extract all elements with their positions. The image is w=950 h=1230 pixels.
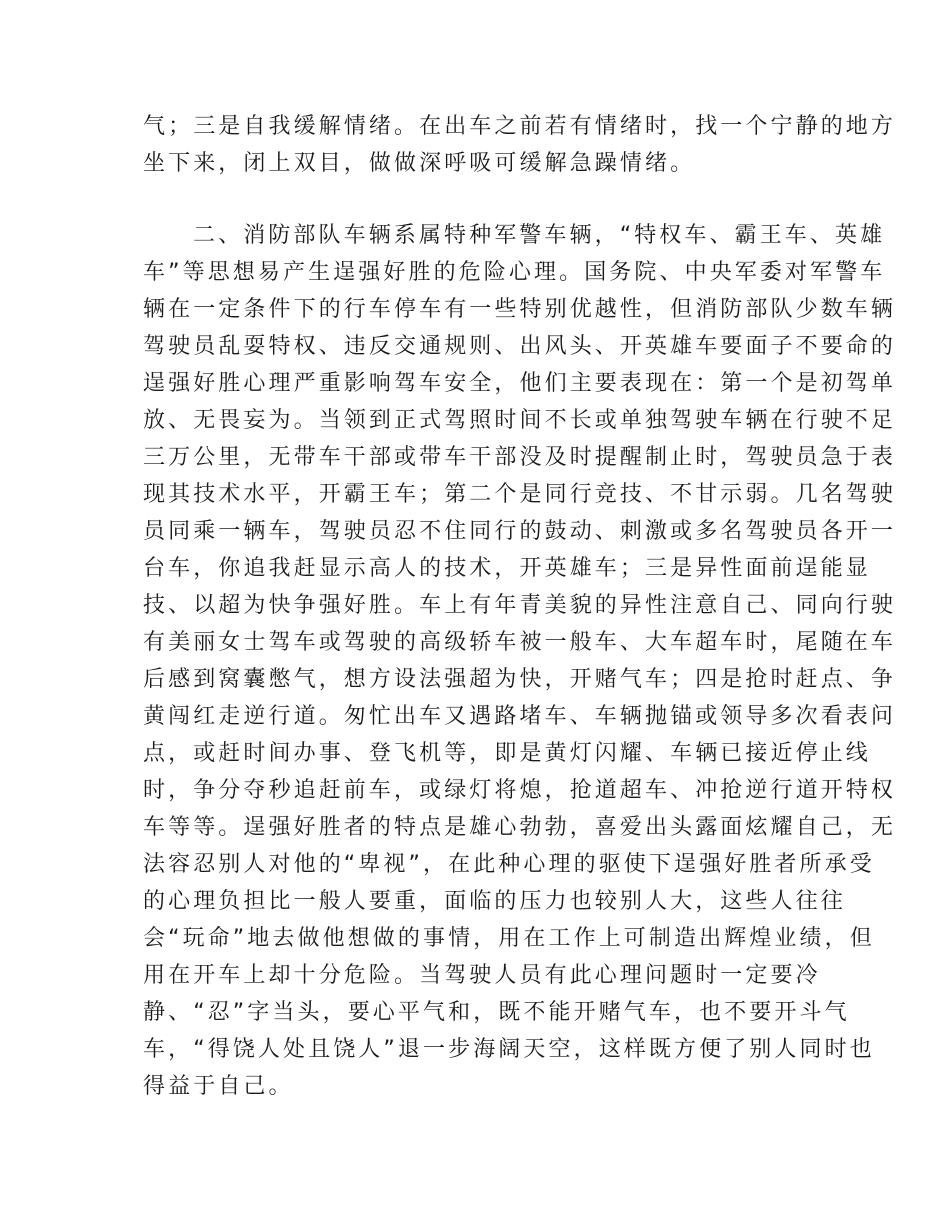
text-line: 辆在一定条件下的行车停车有一些特别优越性，但消防部队少数车辆 bbox=[143, 297, 897, 322]
text-line: 时，争分夺秒追赶前车，或绿灯将熄，抢道超车、冲抢逆行道开特权 bbox=[143, 778, 897, 803]
text-line: 员同乘一辆车，驾驶员忍不住同行的鼓动、刺激或多名驾驶员各开一 bbox=[143, 519, 897, 544]
text-line: 车”等思想易产生逞强好胜的危险心理。国务院、中央军委对军警车 bbox=[143, 260, 886, 285]
text-line: 车等等。逞强好胜者的特点是雄心勃勃，喜爱出头露面炫耀自己，无 bbox=[143, 815, 897, 840]
text-line: 技、以超为快争强好胜。车上有年青美貌的异性注意自己、同向行驶 bbox=[143, 593, 897, 618]
text-line: 得益于自己。 bbox=[143, 1074, 294, 1099]
text-line: 有美丽女士驾车或驾驶的高级轿车被一般车、大车超车时，尾随在车 bbox=[143, 630, 897, 655]
text-line: 点，或赶时间办事、登飞机等，即是黄灯闪耀、车辆已接近停止线 bbox=[143, 741, 871, 766]
text-line: 用在开车上却十分危险。当驾驶人员有此心理问题时一定要冷 bbox=[143, 963, 821, 988]
document-body bbox=[143, 108, 897, 1105]
text-line: 现其技术水平，开霸王车；第二个是同行竞技、不甘示弱。几名驾驶 bbox=[143, 482, 897, 507]
text-line: 的心理负担比一般人要重，面临的压力也较别人大，这些人往往 bbox=[143, 889, 846, 914]
text-line: 驾驶员乱耍特权、违反交通规则、出风头、开英雄车要面子不要命的 bbox=[143, 334, 897, 359]
text-line: 台车，你追我赶显示高人的技术，开英雄车；三是异性面前逞能显 bbox=[143, 556, 871, 581]
text-line: 三万公里，无带车干部或带车干部没及时提醒制止时，驾驶员急于表 bbox=[143, 445, 897, 470]
text-line: 逞强好胜心理严重影响驾车安全，他们主要表现在：第一个是初驾单 bbox=[143, 371, 897, 396]
text-line: 车，“得饶人处且饶人”退一步海阔天空，这样既方便了别人同时也 bbox=[143, 1037, 875, 1062]
text-line: 二、消防部队车辆系属特种军警车辆，“特权车、霸王车、英雄 bbox=[193, 223, 886, 248]
text-line: 法容忍别人对他的“卑视”，在此种心理的驱使下逞强好胜者所承受 bbox=[143, 852, 875, 877]
paragraph bbox=[143, 217, 897, 1105]
text-line: 放、无畏妄为。当领到正式驾照时间不长或单独驾驶车辆在行驶不足 bbox=[143, 408, 897, 433]
text-line: 黄闯红走逆行道。匆忙出车又遇路堵车、车辆抛锚或领导多次看表问 bbox=[143, 704, 897, 729]
paragraph bbox=[143, 108, 897, 182]
text-line: 静、“忍”字当头，要心平气和，既不能开赌气车，也不要开斗气 bbox=[143, 1000, 850, 1025]
text-line: 气；三是自我缓解情绪。在出车之前若有情绪时，找一个宁静的地方 bbox=[143, 114, 897, 139]
text-line: 后感到窝囊憋气，想方设法强超为快，开赌气车；四是抢时赶点、争 bbox=[143, 667, 897, 692]
text-line: 坐下来，闭上双目，做做深呼吸可缓解急躁情绪。 bbox=[143, 151, 696, 176]
text-line: 会“玩命”地去做他想做的事情，用在工作上可制造出辉煌业绩，但 bbox=[143, 926, 875, 951]
